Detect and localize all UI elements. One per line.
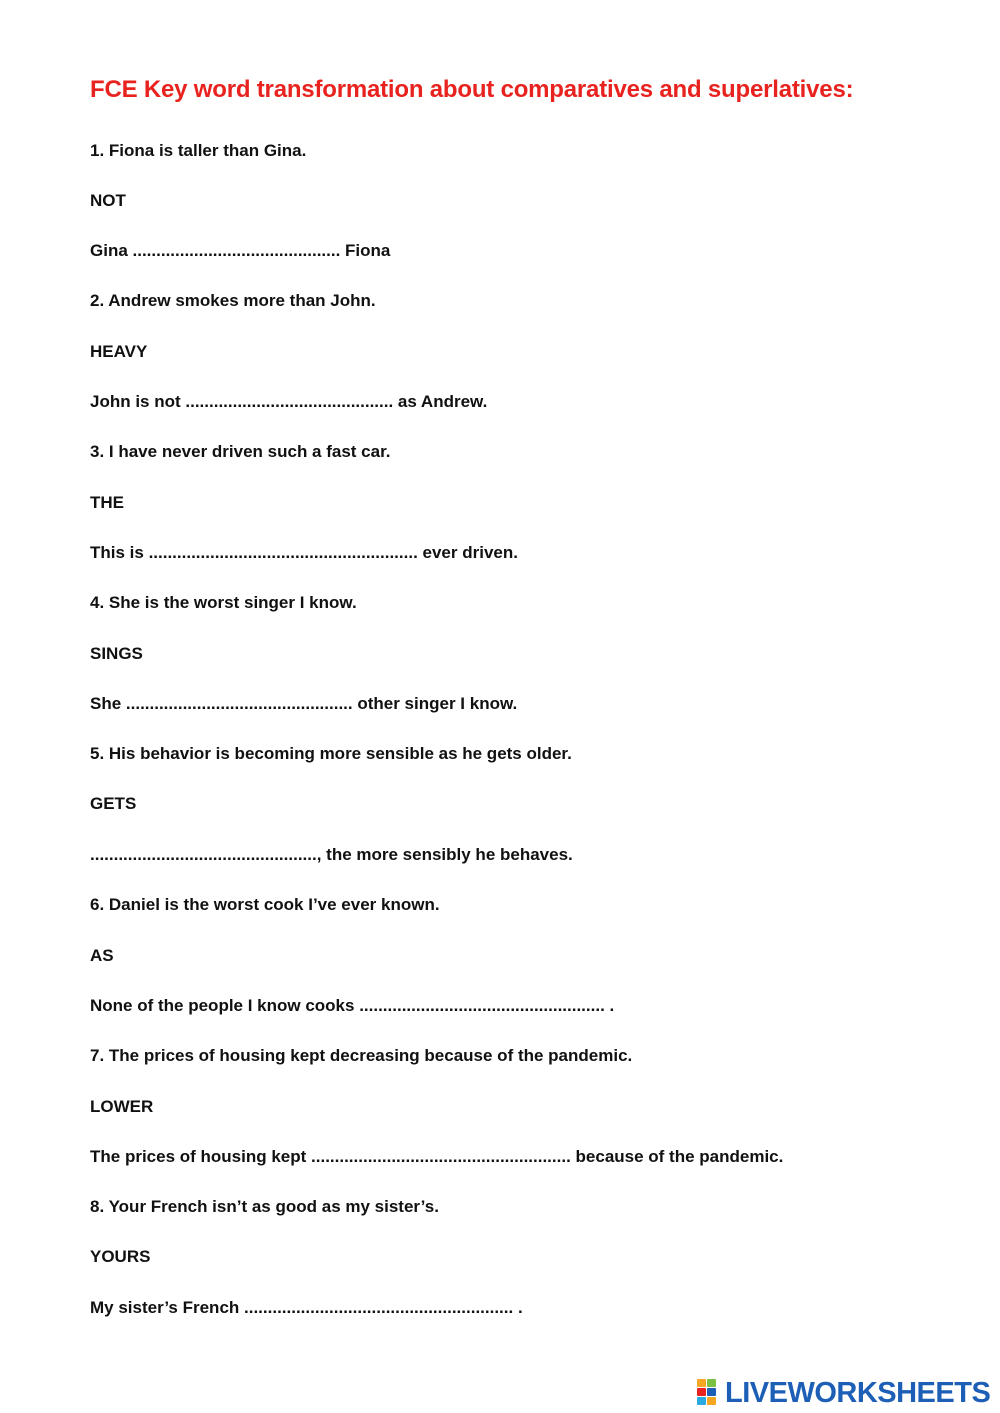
question-6-keyword: AS (90, 946, 114, 965)
question-4-answer: She ................................................ other singer I know. (90, 694, 518, 713)
question-1-keyword: NOT (90, 191, 126, 210)
question-1-answer: Gina ............................................ Fiona (90, 241, 391, 260)
question-6-sentence: 6. Daniel is the worst cook I’ve ever known. (90, 895, 440, 914)
liveworksheets-logo[interactable] (697, 1378, 990, 1408)
question-1-sentence: 1. Fiona is taller than Gina. (90, 141, 307, 160)
question-3-answer: This is ......................................................... ever driven. (90, 543, 518, 562)
question-7-answer: The prices of housing kept ....................................................... because of the pandemic. (90, 1147, 784, 1166)
question-4-sentence: 4. She is the worst singer I know. (90, 593, 357, 612)
question-7-keyword: LOWER (90, 1097, 154, 1116)
liveworksheets-logo-icon (697, 1379, 723, 1407)
question-3-keyword: THE (90, 493, 124, 512)
worksheet-title: FCE Key word transformation about comparatives and superlatives: (90, 76, 854, 103)
question-2-sentence: 2. Andrew smokes more than John. (90, 291, 376, 310)
question-4-keyword: SINGS (90, 644, 143, 663)
question-3-sentence: 3. I have never driven such a fast car. (90, 442, 391, 461)
question-6-answer: None of the people I know cooks .................................................... . (90, 996, 615, 1015)
question-8-keyword: YOURS (90, 1247, 151, 1266)
question-5-keyword: GETS (90, 794, 137, 813)
question-2-keyword: HEAVY (90, 342, 148, 361)
liveworksheets-logo-text: LIVEWORKSHEETS (725, 1377, 991, 1409)
question-5-answer: ................................................, the more sensibly he behaves. (90, 845, 573, 864)
question-8-answer: My sister’s French ......................................................... . (90, 1298, 523, 1317)
question-8-sentence: 8. Your French isn’t as good as my sister’s. (90, 1197, 439, 1216)
question-2-answer: John is not ............................................ as Andrew. (90, 392, 488, 411)
question-5-sentence: 5. His behavior is becoming more sensible as he gets older. (90, 744, 572, 763)
question-7-sentence: 7. The prices of housing kept decreasing because of the pandemic. (90, 1046, 633, 1065)
